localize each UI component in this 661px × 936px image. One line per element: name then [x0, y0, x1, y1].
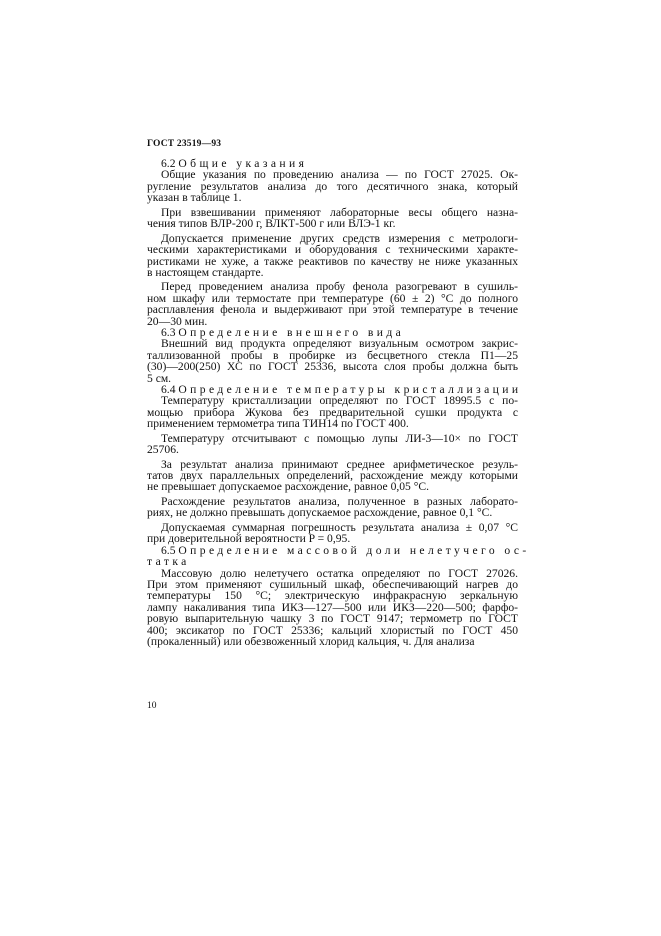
section-number: 6.4 [161, 382, 176, 396]
page-number: 10 [147, 701, 157, 711]
text-line: указан в таблице 1. [147, 191, 242, 205]
text-line: Внешний вид продукта определяют визуальным осмотром закрис- [161, 337, 518, 351]
text-line: ристиками не хуже, а также реактивов по качеству не ниже указанных [147, 254, 518, 268]
text-line: Общие указания по проведению анализа — по ГОСТ 27025. Ок- [161, 168, 518, 182]
section-title: Определение температуры кристаллизации [178, 382, 522, 396]
text-line: лампу накаливания типа ИКЗ—127—500 или ИКЗ—220—500; фарфо- [147, 600, 518, 614]
section-title: Определение массовой доли нелетучего ос- [178, 543, 530, 557]
text-line: расплавления фенола и выдерживают при этой температуре в течение [147, 303, 518, 317]
text-line: чения типов ВЛР-200 г, ВЛКТ-500 г или ВЛЭ-1 кг. [147, 217, 396, 231]
text-line: риях, не должно превышать допускаемое расхождение, равное 0,1 °С. [147, 506, 493, 520]
text-line: Расхождение результатов анализа, полученное в разных лаборато- [161, 495, 518, 509]
document-code-header: ГОСТ 23519—93 [147, 139, 222, 149]
text-line: Допускается применение других средств измерения с метрологи- [161, 231, 518, 245]
text-line: в настоящем стандарте. [147, 265, 264, 279]
section-heading-line [147, 556, 518, 567]
text-line: 25706. [147, 443, 179, 457]
document-body [147, 157, 530, 648]
text-line: (прокаленный) или обезвоженный хлорид кальция, ч. Для анализа [147, 634, 475, 648]
text-line: Массовую долю нелетучего остатка определяют по ГОСТ 27026. [161, 566, 518, 580]
text-line: применением термометра типа ТИН14 по ГОСТ 400. [147, 417, 409, 431]
text-line: ческими характеристиками и оборудования с техническими характе- [147, 243, 518, 257]
section-number: 6.2 [161, 157, 176, 170]
text-line: Допускаемая суммарная погрешность результата анализа ± 0,07 °С [161, 521, 518, 535]
section-title: Определение внешнего вида [178, 326, 405, 340]
text-line: при доверительной вероятности P = 0,95. [147, 532, 351, 546]
text-line: ругление результатов анализа до того десятичного знака, который [147, 179, 518, 193]
text-line: (30)—200(250) ХС по ГОСТ 25336, высота слоя пробы должна быть [147, 360, 518, 374]
section-heading-line [147, 543, 530, 557]
text-line: Температуру отсчитывают с помощью лупы ЛИ-3—10× по ГОСТ [161, 431, 518, 445]
text-line: не превышает допускаемое расхождение, равное 0,05 °С. [147, 480, 430, 494]
text-line: ровую выпарительную чашку 3 по ГОСТ 9147; термометр по ГОСТ [147, 612, 518, 626]
section-number: 6.5 [161, 543, 176, 557]
text-line: 400; эксикатор по ГОСТ 25336; кальций хлористый по ГОСТ 450 [147, 623, 518, 637]
section-title: Общие указания [178, 157, 308, 170]
text-line: Перед проведением анализа пробу фенола разогревают в сушиль- [161, 280, 518, 294]
text-line: При этом применяют сушильный шкаф, обеспечивающий нагрев до [147, 577, 518, 591]
text-line: таллизованной пробы в пробирке из бесцветного стекла П1—25 [147, 348, 518, 362]
text-line: ном шкафу или термостате при температуре (60 ± 2) °С до полного [147, 291, 518, 305]
text-line: 20—30 мин. [147, 314, 208, 328]
text-line: температуры 150 °С; электрическую инфракрасную зеркальную [147, 589, 518, 603]
text-line: мощью прибора Жукова без предварительной сушки продукта с [147, 405, 518, 419]
text-line: За результат анализа принимают среднее арифметическое резуль- [161, 457, 518, 471]
text-line: Температуру кристаллизации определяют по ГОСТ 18995.5 с по- [161, 394, 518, 408]
text-line: 5 см. [147, 371, 172, 385]
text-line: При взвешивании применяют лабораторные весы общего назна- [161, 205, 518, 219]
section-number: 6.3 [161, 326, 176, 340]
section-title: татка [147, 555, 190, 569]
text-line: татов двух параллельных определений, расхождение между которыми [147, 469, 518, 483]
